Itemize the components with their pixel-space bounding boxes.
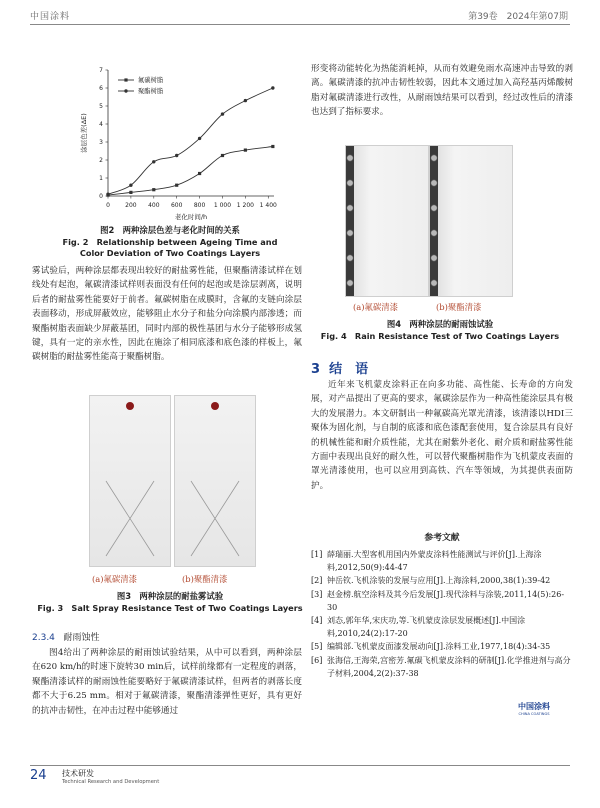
- fig4-photo-b: [429, 145, 513, 297]
- legend-label: 聚酯树脂: [138, 88, 164, 96]
- fig4-label-a: (a)氟碳清漆: [353, 302, 399, 312]
- issue-info: 第39卷 2024年第07期: [468, 12, 568, 22]
- footer-section-cn: 技术研发: [62, 769, 94, 778]
- section-number: 2.3.4: [32, 633, 55, 643]
- data-point: [106, 193, 109, 196]
- x-tick-label: 200: [125, 202, 137, 209]
- section-number: 3: [311, 362, 321, 377]
- bolt-head: [347, 205, 353, 211]
- fig3-label-b: (b)聚酯清漆: [182, 574, 228, 584]
- section-title: 耐雨蚀性: [63, 633, 100, 643]
- bolt-head: [347, 180, 353, 186]
- fig2-caption-cn: 图2 两种涂层色差与老化时间的关系: [100, 225, 240, 235]
- data-point: [175, 154, 178, 157]
- y-axis-label: 涂层色差(ΔE): [80, 113, 88, 153]
- rain-panel-a-image: [346, 146, 428, 296]
- data-point: [221, 154, 224, 157]
- x-tick-label: 400: [148, 202, 160, 209]
- fig3-photo-a: [89, 395, 171, 567]
- fig4-caption-en: Fig. 4 Rain Resistance Test of Two Coatings Layers: [320, 331, 560, 341]
- panel-edge: [346, 146, 354, 296]
- y-tick-label: 3: [99, 139, 103, 146]
- data-point: [129, 184, 132, 187]
- fig4-photo-a: [345, 145, 429, 297]
- journal-name: 中国涂料: [30, 12, 71, 22]
- salt-spray-paragraph: 雾试验后，两种涂层都表现出较好的耐盐雾性能，但聚酯清漆试样在划线处有起泡，氟碳清漆试样则表面没有任何的起泡或是涂层剥离，说明后者的耐盐雾性能要好于前者。氟碳树脂在成膜时，含氟的支链向涂层表面移动，形成屏蔽效应，能够阻止水分子和盐分向涂膜内部渗透；而聚酯树脂表面缺少屏蔽基团，同时内部的极性基团与水分子能够形成氢键，具有一定的亲水性，因此在施涂了相同底漆和底色漆的样板上，氟碳树脂的耐盐雾性能高于聚酯树脂。: [32, 266, 302, 363]
- data-point: [244, 99, 247, 102]
- series-line-1: [108, 88, 273, 194]
- rain-panel-b-image: [430, 146, 512, 296]
- footer-divider: [30, 765, 570, 766]
- bolt-head: [347, 255, 353, 261]
- fig3-caption-cn: 图3 两种涂层的耐盐雾试验: [116, 591, 224, 601]
- data-point: [221, 112, 224, 115]
- panel-a-image: [90, 396, 170, 566]
- reference-item: [6] 张海信,王海荣,宫密芳.氟碳飞机蒙皮涂料的研制[J].化学推进剂与高分子材料,2004,2(2):37-38: [311, 655, 571, 678]
- data-point: [198, 137, 201, 140]
- reference-item: [2] 钟岳钦.飞机涂装的发展与应用[J].上海涂料,2000,38(1):39-42: [311, 576, 551, 586]
- x-tick-label: 1 000: [213, 202, 232, 209]
- line-chart: [62, 62, 282, 224]
- y-tick-label: 2: [99, 157, 103, 164]
- x-axis-label: 老化时间/h: [174, 213, 208, 221]
- x-tick-label: 1 400: [259, 202, 277, 209]
- bolt-head: [347, 280, 353, 286]
- x-tick-label: 1 200: [236, 202, 254, 209]
- fig2-chart: [62, 62, 282, 224]
- reference-list: [311, 548, 573, 680]
- references-title: 参考文献: [424, 533, 460, 543]
- section-heading-234: [32, 630, 100, 643]
- logo-cn: 中国涂料: [518, 702, 550, 711]
- data-point: [271, 145, 274, 148]
- panel-edge: [430, 146, 438, 296]
- data-point: [198, 172, 201, 175]
- bolt-head: [347, 155, 353, 161]
- bolt-head: [431, 255, 437, 261]
- y-tick-label: 6: [99, 85, 103, 92]
- bolt-head: [431, 230, 437, 236]
- legend-marker: [124, 78, 127, 81]
- fig4-caption-cn: 图4 两种涂层的耐雨蚀试验: [386, 319, 494, 329]
- section-title: 结 语: [329, 362, 369, 377]
- y-tick-label: 5: [99, 103, 103, 110]
- bolt-head: [431, 155, 437, 161]
- header-divider: [30, 24, 570, 25]
- fig3-caption-en: Fig. 3 Salt Spray Resistance Test of Two Coatings Layers: [37, 603, 303, 613]
- data-point: [152, 160, 155, 163]
- journal-logo: [504, 701, 564, 716]
- fig2-caption-en: Fig. 2 Relationship between Ageing Time and Color Deviation of Two Coatings Layers: [62, 237, 278, 258]
- data-point: [129, 191, 132, 194]
- x-tick-label: 0: [106, 202, 110, 209]
- page-number: 24: [30, 768, 47, 783]
- legend-marker: [124, 89, 127, 92]
- reference-item: [5] 编辑部.飞机蒙皮面漆发展动向[J].涂料工业,1977,18(4):34-35: [311, 642, 551, 652]
- hanging-hole: [126, 402, 134, 410]
- footer-section-en: Technical Research and Development: [62, 779, 160, 785]
- data-point: [152, 188, 155, 191]
- rain-erosion-paragraph: 图4给出了两种涂层的耐雨蚀试验结果，从中可以看到，两种涂层在620 km/h的时速下旋转30 min后，试样前缘都有一定程度的剥落，聚酯清漆试样的耐雨蚀性能要略好于氟碳清漆试样，但两者的剥落长度都不大于6.25 mm。相对于氟碳清漆，聚酯清漆弹性更好，具有更好的抗冲击韧性，在冲击过程中能够通过: [32, 648, 302, 716]
- x-tick-label: 600: [170, 202, 183, 209]
- data-point: [244, 149, 247, 152]
- reference-item: [3] 赵金榜.航空涂料及其今后发展[J].现代涂料与涂装,2011,14(5):26-30: [311, 589, 565, 612]
- fig3-photo-b: [174, 395, 256, 567]
- chart-plot: [106, 75, 274, 197]
- fig3-label-a: (a)氟碳清漆: [92, 574, 138, 584]
- rain-erosion-continued: 形变将动能转化为热能消耗掉，从而有效避免雨水高速冲击导致的剥离。氟碳清漆的抗冲击韧性较弱，因此本文通过加入高羟基丙烯酸树脂对氟碳清漆进行改性，从耐雨蚀结果可以看到，经过改性后的清漆也达到了指标要求。: [311, 64, 573, 118]
- bolt-head: [431, 280, 437, 286]
- y-tick-label: 0: [99, 193, 103, 200]
- reference-item: [4] 刘态,郭年华,宋庆功,等.飞机蒙皮涂层发展概述[J].中国涂料,2010,24(2):17-20: [311, 616, 526, 639]
- y-tick-label: 7: [99, 67, 103, 74]
- bolt-head: [431, 205, 437, 211]
- fig4-label-b: (b)聚酯清漆: [436, 302, 482, 312]
- chart-axes: [79, 67, 277, 221]
- legend-label: 氟碳树脂: [138, 77, 164, 85]
- section-heading-3: [311, 358, 368, 377]
- bolt-head: [347, 230, 353, 236]
- data-point: [271, 86, 274, 89]
- series-line-0: [108, 147, 273, 196]
- bolt-head: [431, 180, 437, 186]
- conclusion-paragraph: 近年来飞机蒙皮涂料正在向多功能、高性能、长寿命的方向发展，对产品提出了更高的要求，氟碳涂层作为一种高性能涂层具有极大的发展潜力。本文研制出一种氟碳高光罩光清漆，该清漆以HDI三聚体为固化剂，与自制的底漆和底色漆配套使用，复合涂层具有良好的机械性能和耐介质性能，尤其在耐紫外老化、耐介质和耐盐雾性能方面中表现出良好的耐久性，可以替代聚酯树脂作为飞机蒙皮表面的罩光清漆使用，也可以应用到高铁、汽车等领域，为其提供表面防护。: [311, 380, 573, 491]
- y-tick-label: 4: [99, 121, 103, 128]
- data-point: [175, 184, 178, 187]
- reference-item: [1] 薛瑞丽.大型客机用国内外蒙皮涂料性能测试与评价[J].上海涂料,2012,50(9):44-47: [311, 550, 542, 573]
- logo-en: CHINA COATINGS: [518, 712, 550, 716]
- hanging-hole: [211, 402, 219, 410]
- y-tick-label: 1: [99, 175, 103, 182]
- panel-b-image: [175, 396, 255, 566]
- x-tick-label: 800: [193, 202, 206, 209]
